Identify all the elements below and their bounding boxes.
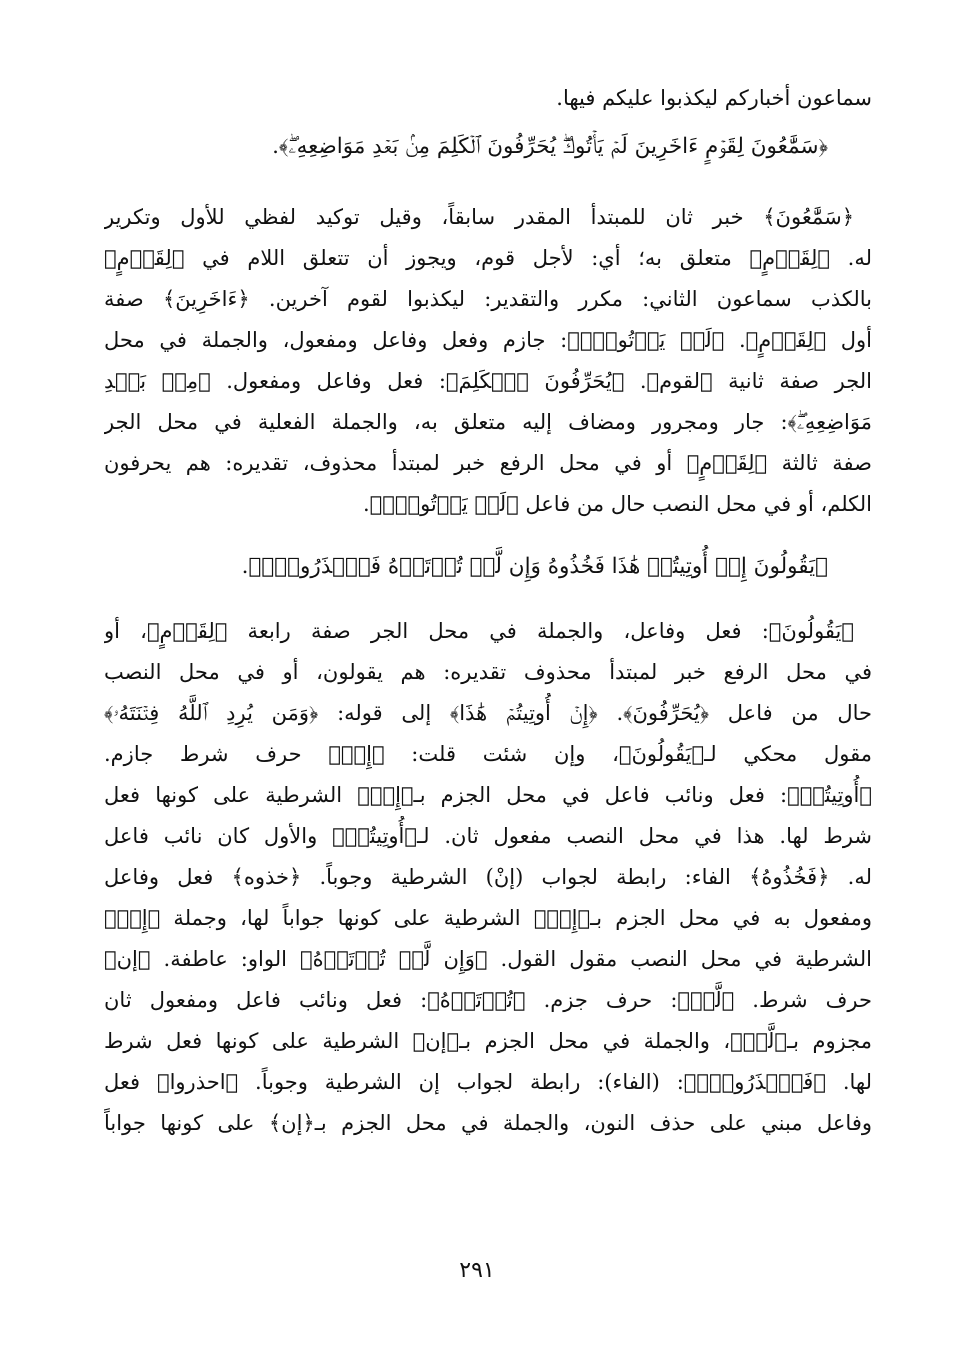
page-body [104,78,872,1144]
text-line: سماعون أخباركم ليكذبوا عليكم فيها. [556,86,872,110]
text-line: بالكذب سماعون الثاني: مكرر والتقدير: ليكذبوا لقوم آخرين. ﴿ءَاخَرِينَ﴾ صفة [104,287,872,311]
page-number: ٢٩١ [459,1258,495,1283]
text-line: في محل الرفع خبر لمبتدأ محذوف تقديره: هم يقولون، أو في محل النصب [104,660,872,684]
quran-verse: ﴿سَمَّٰعُونَ لِقَوۡمٍ ءَاخَرِينَ لَمۡ يَأۡتُوكَۖ يُحَرِّفُونَ ٱلۡكَلِمَ مِنۢ بَعۡدِ مَوَاضِعِهِۦۖ﴾. [272,134,828,159]
text-line: شرط لها. هذا في محل النصب مفعول ثان. لـ﴿أُوتِيتُمۡ﴾ والأول كان نائب فاعل [104,824,872,848]
text-line: ﴿أُوتِيتُمۡ﴾: فعل ونائب فاعل في محل الجزم بـ﴿إِنۡ﴾ الشرطية على كونها فعل [104,783,872,807]
spacer [104,525,872,545]
text-line: وفاعل مبني على حذف النون، والجملة في محل الجزم بـ﴿إن﴾ على كونها جواباً [104,1111,872,1135]
text-line: الشرطية في محل النصب مقول القول. ﴿وَإِن لَّمۡ تُؤۡتَوۡهُ﴾ الواو: عاطفة. ﴿إن﴾ [104,947,872,971]
text-line: ﴿يَقُولُونَ﴾: فعل وفاعل، والجملة في محل الجر صفة رابعة ﴿لِقَوۡمٍ﴾، أو [104,619,854,643]
text-line: صفة ثالثة ﴿لِقَوۡمٍ﴾ أو في محل الرفع خبر لمبتدأ محذوف، تقديره: هم يحرفون [104,451,872,475]
text-line: لها. ﴿فَٱحۡذَرُواْۚ﴾: (الفاء): رابطة لجواب إن الشرطية وجوباً. ﴿احذروا﴾ فعل [104,1070,872,1094]
text-line: الكلم، أو في محل النصب حال من فاعل ﴿لَمۡ يَأۡتُوكَۖ﴾. [362,492,872,516]
text-line: مَوَاضِعِهِۦۖ﴾: جار ومجرور ومضاف إليه متعلق به، والجملة الفعلية في محل الجر [104,410,872,434]
text-line: له. ﴿لِقَوۡمٍ﴾ متعلق به؛ أي: لأجل قوم، ويجوز أن تتعلق اللام في ﴿لِقَوۡمٍ﴾ [104,246,872,270]
quran-verse: ﴿يَقُولُونَ إِنۡ أُوتِيتُمۡ هَٰذَا فَخُذُوهُ وَإِن لَّمۡ تُؤۡتَوۡهُ فَٱحۡذَرُواْۚ﴾. [241,554,828,579]
spacer [104,589,872,611]
text-line: مقول محكي لـ﴿يَقُولُونَ﴾، وإن شئت قلت: ﴿إِنۡ﴾ حرف شرط جازم. [104,742,872,766]
text-line: حرف شرط. ﴿لَّمۡ﴾: حرف جزم. ﴿تُؤۡتَوۡهُ﴾: فعل ونائب فاعل ومفعول ثان [104,988,872,1012]
text-line: أول ﴿لِقَوۡمٍ﴾. ﴿لَمۡ يَأۡتُوكَۖ﴾: جازم وفعل وفاعل ومفعول، والجملة في محل [104,328,872,352]
spacer [104,169,872,197]
text-line: الجر صفة ثانية ﴿لقوم﴾. ﴿يُحَرِّفُونَ ٱلۡكَلِمَ﴾: فعل وفاعل ومفعول. ﴿مِنۢ بَعۡدِ [104,369,872,393]
text-line: ﴿سَمَّٰعُونَ﴾ خبر ثان للمبتدأ المقدر سابقاً، وقيل توكيد لفظي للأول وتكرير [104,205,854,229]
text-line: له. ﴿فَخُذُوهُ﴾ الفاء: رابطة لجواب (إنْ) الشرطية وجوباً. ﴿خذوه﴾ فعل وفاعل [104,865,872,889]
text-line: حال من فاعل ﴿يُحَرِّفُونَ﴾. ﴿إِنۡ أُوتِيتُمۡ هَٰذَا﴾ إلى قوله: ﴿وَمَن يُرِدِ ٱللَّهُ فِتۡنَتَهُۥ﴾ [104,701,872,725]
text-line: ومفعول به في محل الجزم بـ﴿إِنۡ﴾ الشرطية على كونها جواباً لها، وجملة ﴿إِنۡ﴾ [104,906,872,930]
text-line: مجزوم بـ﴿لَّمۡ﴾، والجملة في محل الجزم بـ﴿إن﴾ الشرطية على كونها فعل شرط [104,1029,872,1053]
